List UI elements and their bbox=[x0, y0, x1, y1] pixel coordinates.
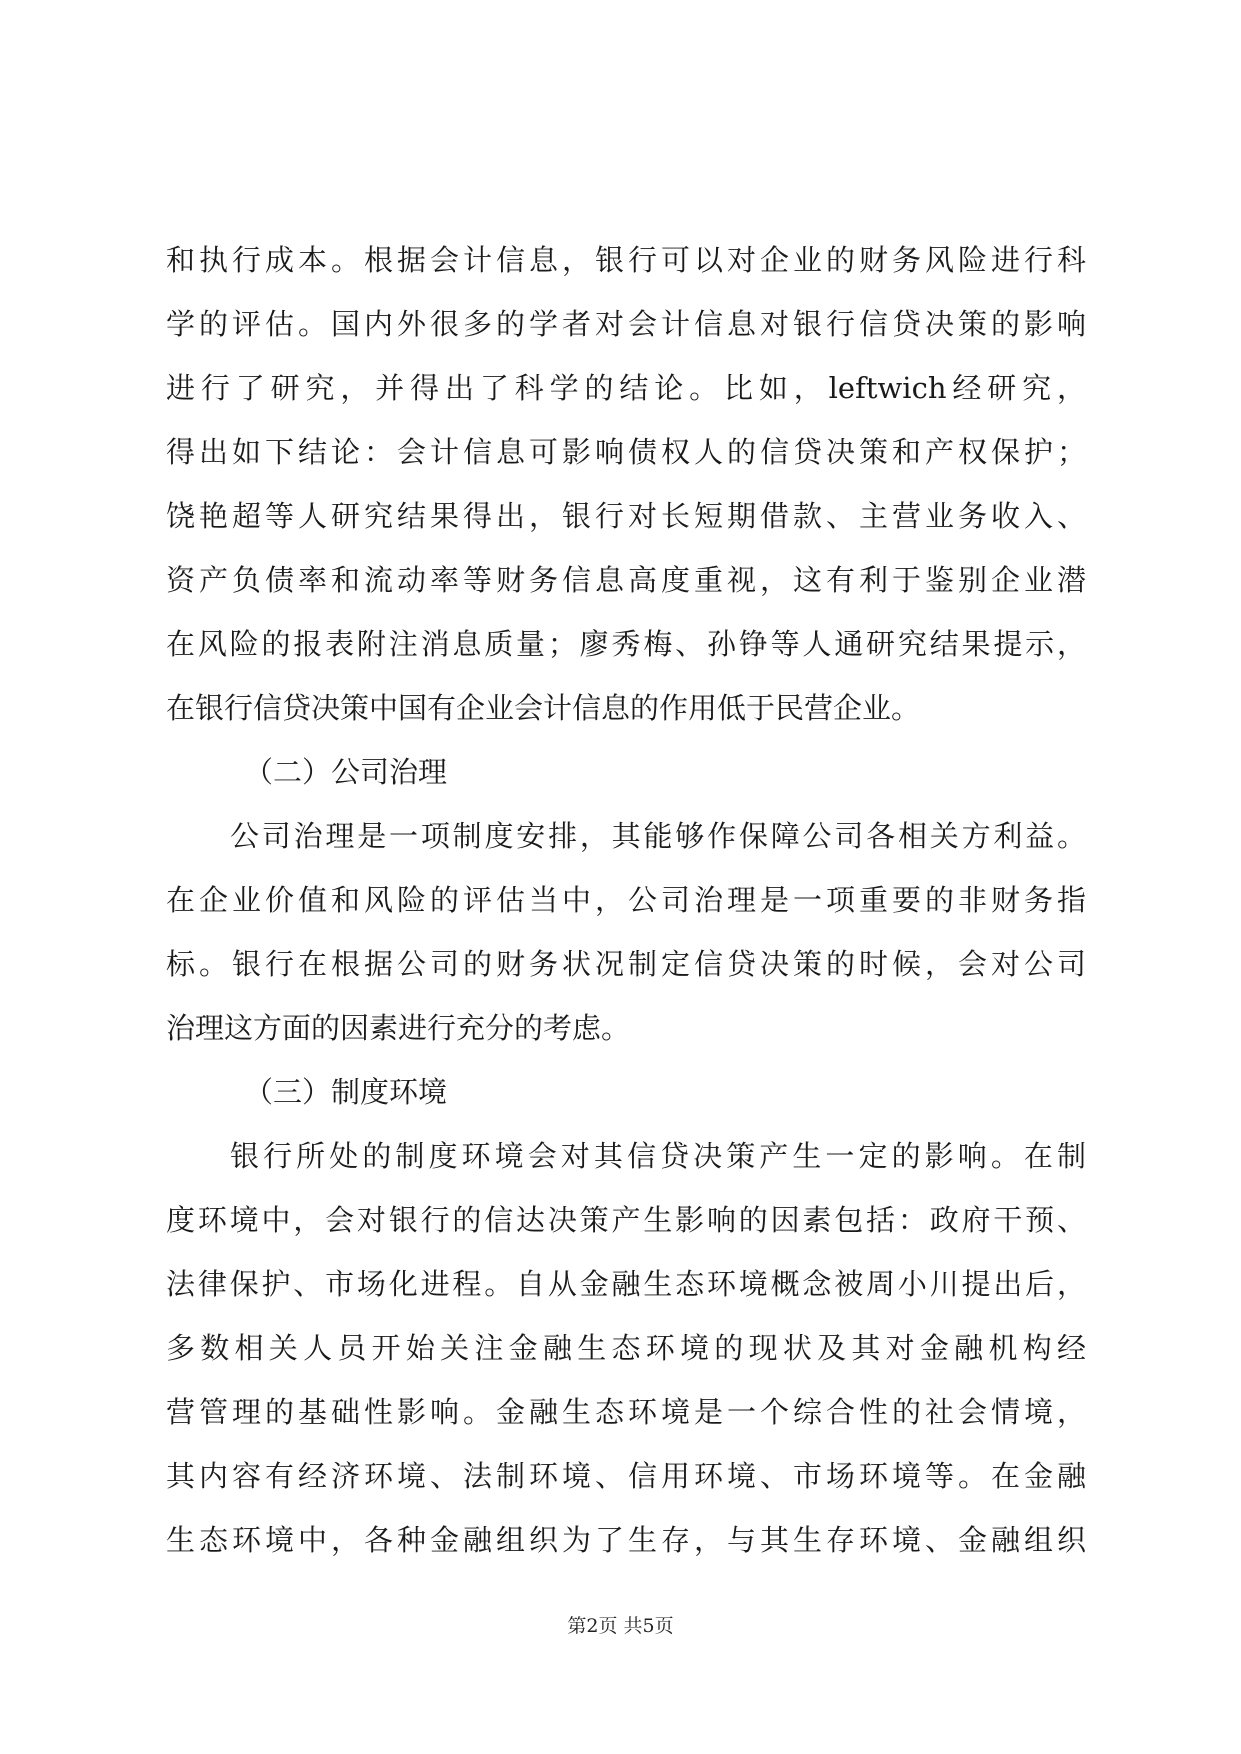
body-line: 营管理的基础性影响。金融生态环境是一个综合性的社会情境， bbox=[166, 1395, 1086, 1429]
body-line: 学的评估。国内外很多的学者对会计信息对银行信贷决策的影响 bbox=[166, 307, 1086, 341]
body-line: 法律保护、市场化进程。自从金融生态环境概念被周小川提出后， bbox=[166, 1267, 1086, 1301]
body-line: 其内容有经济环境、法制环境、信用环境、市场环境等。在金融 bbox=[166, 1459, 1086, 1493]
body-line: 资产负债率和流动率等财务信息高度重视，这有利于鉴别企业潜 bbox=[166, 563, 1086, 597]
body-line: 在企业价值和风险的评估当中，公司治理是一项重要的非财务指 bbox=[166, 883, 1086, 917]
body-line: 在风险的报表附注消息质量；廖秀梅、孙铮等人通研究结果提示， bbox=[166, 627, 1086, 661]
body-line: 在银行信贷决策中国有企业会计信息的作用低于民营企业。 bbox=[166, 691, 921, 725]
body-line: 多数相关人员开始关注金融生态环境的现状及其对金融机构经 bbox=[166, 1331, 1086, 1365]
body-line: 度环境中，会对银行的信达决策产生影响的因素包括：政府干预、 bbox=[166, 1203, 1086, 1237]
body-line: 饶艳超等人研究结果得出，银行对长短期借款、主营业务收入、 bbox=[166, 499, 1086, 533]
section-heading-institutional-environment: （三）制度环境 bbox=[244, 1075, 448, 1109]
page-footer: 第2页 共5页 bbox=[567, 1615, 674, 1637]
body-line: 治理这方面的因素进行充分的考虑。 bbox=[166, 1011, 631, 1045]
body-text bbox=[166, 228, 1086, 1572]
body-line: 进行了研究，并得出了科学的结论。比如，leftwich经研究， bbox=[166, 371, 1086, 405]
body-line: 生态环境中，各种金融组织为了生存，与其生存环境、金融组织 bbox=[166, 1523, 1086, 1557]
body-line: 公司治理是一项制度安排，其能够作保障公司各相关方利益。 bbox=[230, 819, 1086, 853]
body-line: 得出如下结论：会计信息可影响债权人的信贷决策和产权保护； bbox=[166, 435, 1086, 469]
body-line: 标。银行在根据公司的财务状况制定信贷决策的时候，会对公司 bbox=[166, 947, 1086, 981]
section-heading-corporate-governance: （二）公司治理 bbox=[244, 755, 448, 789]
body-line: 和执行成本。根据会计信息，银行可以对企业的财务风险进行科 bbox=[166, 243, 1086, 277]
body-line: 银行所处的制度环境会对其信贷决策产生一定的影响。在制 bbox=[230, 1139, 1086, 1173]
